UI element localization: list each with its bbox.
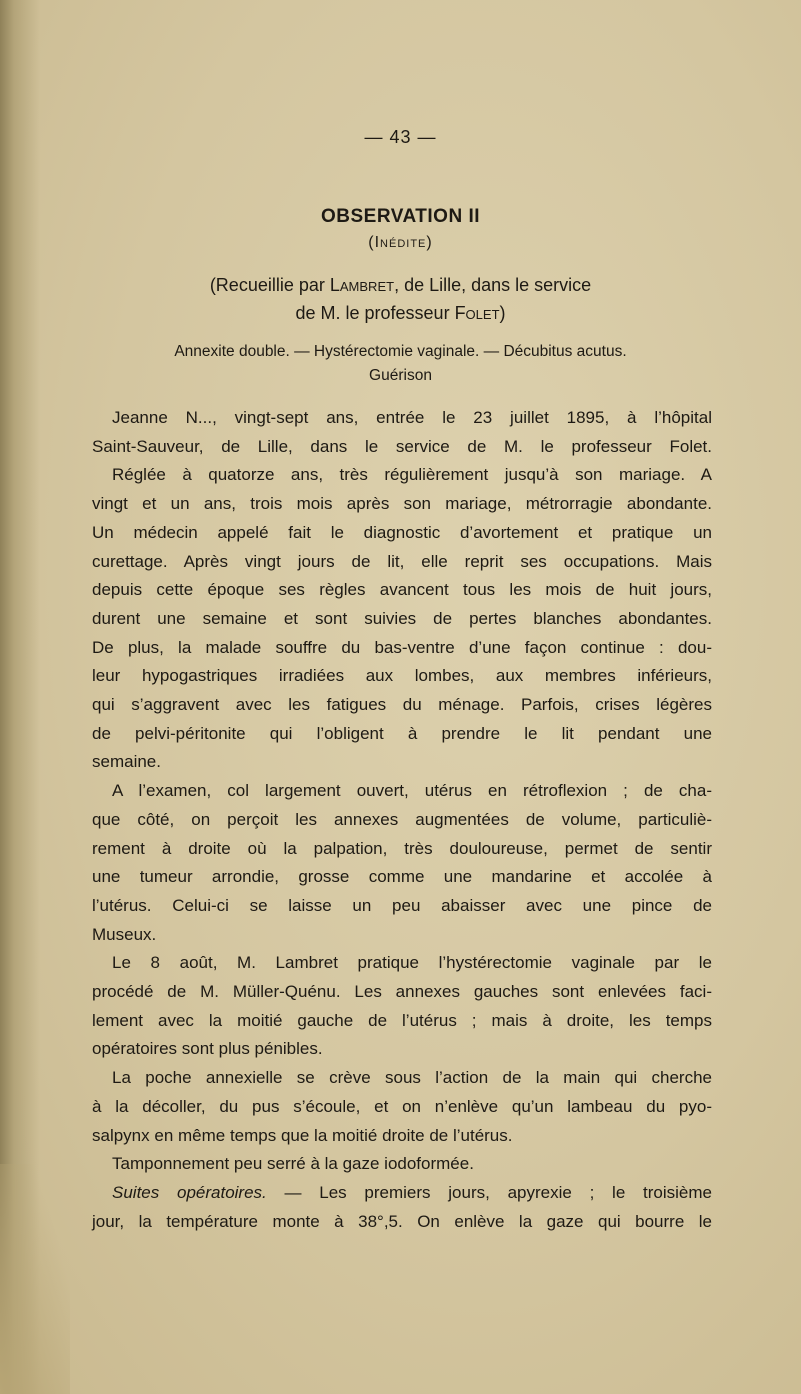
paper-stain xyxy=(0,1164,70,1394)
body-line: à la décoller, du pus s’écoule, et on n’enlève qu’un lambeau du pyo- xyxy=(92,1096,712,1116)
body-line: Tamponnement peu serré à la gaze iodoformée. xyxy=(112,1154,474,1174)
summary-line-2: Guérison xyxy=(369,367,432,384)
summary-line-1: Annexite double. — Hystérectomie vaginale. — Décubitus acutus. xyxy=(174,343,627,360)
body-line: lement avec la moitié gauche de l’utérus ; mais à droite, les temps xyxy=(92,1010,712,1030)
body-line: rement à droite où la palpation, très douloureuse, permet de sentir xyxy=(92,838,712,858)
body-line: que côté, on perçoit les annexes augmentées de volume, particuliè- xyxy=(92,809,712,829)
body-line: La poche annexielle se crève sous l’action de la main qui cherche xyxy=(112,1068,712,1088)
suites-label: Suites opératoires. xyxy=(112,1182,267,1202)
body-line: curettage. Après vingt jours de lit, elle reprit ses occupations. Mais xyxy=(92,551,712,571)
case-summary xyxy=(0,340,801,388)
body-line: leur hypogastriques irradiées aux lombes, aux membres inférieurs, xyxy=(92,666,712,686)
source-note xyxy=(0,271,801,327)
body-line: De plus, la malade souffre du bas-ventre d’une façon continue : dou- xyxy=(92,637,712,657)
source-line-2-suffix: ) xyxy=(499,303,506,323)
source-line-1 xyxy=(0,271,801,299)
observation-title: OBSERVATION II xyxy=(320,206,481,227)
body-line: Jeanne N..., vingt-sept ans, entrée le 23 juillet 1895, à l’hôpital xyxy=(112,408,712,427)
body-line: l’utérus. Celui-ci se laisse un peu abaisser avec une pince de xyxy=(92,895,712,915)
body-line: de pelvi-péritonite qui l’obligent à prendre le lit pendant une xyxy=(92,723,712,743)
body-line: procédé de M. Müller-Quénu. Les annexes gauches sont enlevées faci- xyxy=(92,982,712,1002)
body-line: Saint-Sauveur, de Lille, dans le service de M. le professeur Folet. xyxy=(92,436,712,456)
body-line: A l’examen, col largement ouvert, utérus en rétroflexion ; de cha- xyxy=(112,781,712,801)
body-line: qui s’aggravent avec les fatigues du ménage. Parfois, crises légères xyxy=(92,695,712,715)
suites-line xyxy=(92,1179,712,1208)
source-line-1-suffix: , de Lille, dans le service xyxy=(394,275,592,295)
body-line: Le 8 août, M. Lambret pratique l’hystérectomie vaginale par le xyxy=(112,953,712,973)
body-line: salpynx en même temps que la moitié droite de l’utérus. xyxy=(92,1125,513,1145)
source-line-2 xyxy=(0,299,801,327)
author-name: Lambret xyxy=(329,275,395,295)
professor-name: Folet xyxy=(454,303,500,323)
source-line-2-prefix: de M. le professeur xyxy=(295,303,455,323)
body-line: opératoires sont plus pénibles. xyxy=(92,1039,323,1059)
body-line: Museux. xyxy=(92,924,157,944)
body-line: semaine. xyxy=(92,752,161,772)
suites-text: — Les premiers jours, apyrexie ; le troisième xyxy=(266,1182,712,1202)
page-number: — 43 — xyxy=(364,127,437,147)
observation-body xyxy=(92,404,712,1236)
body-line: une tumeur arrondie, grosse comme une mandarine et accolée à xyxy=(92,867,712,887)
body-line: vingt et un ans, trois mois après son mariage, métrorragie abondante. xyxy=(92,494,712,514)
body-line: durent une semaine et sont suivies de pertes blanches abondantes. xyxy=(92,608,712,628)
body-line: Réglée à quatorze ans, très régulièrement jusqu’à son mariage. A xyxy=(112,465,712,485)
final-line: jour, la température monte à 38°,5. On enlève la gaze qui bourre le xyxy=(92,1211,712,1231)
source-line-1-prefix: (Recueillie par xyxy=(209,275,330,295)
observation-subtitle: (Inédite) xyxy=(368,234,433,251)
body-line: Un médecin appelé fait le diagnostic d’avortement et pratique un xyxy=(92,522,712,542)
body-line: depuis cette époque ses règles avancent tous les mois de huit jours, xyxy=(92,580,712,600)
